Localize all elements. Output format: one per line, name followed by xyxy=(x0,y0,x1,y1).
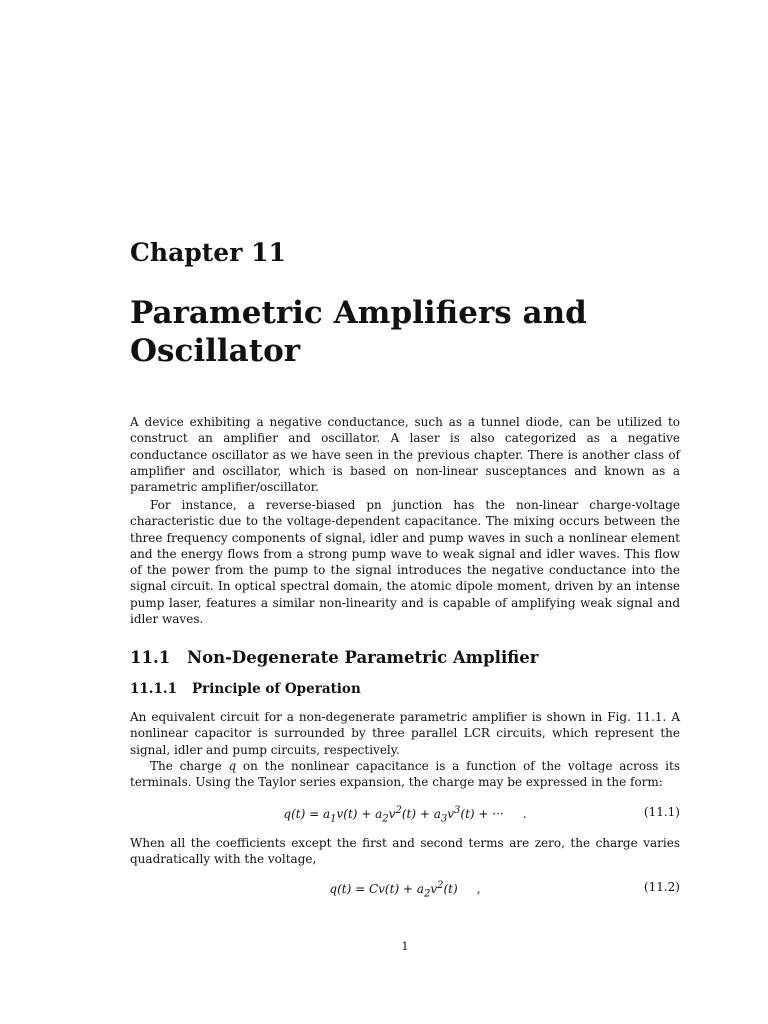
body-paragraph-5: When all the coefficients except the first and second terms are zero, the charge varies quadratically with the voltage, xyxy=(130,836,680,867)
intro-paragraph-1: A device exhibiting a negative conductance, such as a tunnel diode, can be utilized to construct an amplifier and oscillator. A laser is also categorized as a negative conductance oscillator as we have seen in the previous chapter. There is another class of amplifier and oscillator, which is based on non-linear susceptances and known as a parametric amplifier/oscillator. xyxy=(130,415,680,495)
page-number: 1 xyxy=(401,940,409,953)
subsection-heading xyxy=(130,681,361,697)
document-page xyxy=(130,0,680,1024)
section-heading xyxy=(130,648,538,667)
equation-11-1 xyxy=(130,805,680,823)
section-number: 11.1 xyxy=(130,648,171,667)
section-title: Non-Degenerate Parametric Amplifier xyxy=(187,648,539,667)
equation-11-2 xyxy=(130,880,680,898)
subsection-number: 11.1.1 xyxy=(130,681,177,697)
chapter-label: Chapter 11 xyxy=(130,238,286,267)
charge-symbol: q xyxy=(228,759,237,773)
paragraph-4-lead: The charge xyxy=(150,759,229,773)
equation-11-2-number: (11.2) xyxy=(643,880,680,894)
chapter-title: Parametric Amplifiers and Oscillator xyxy=(130,295,587,369)
equation-11-2-formula: $q(t) = Cv(t) + a_2v^2(t)$ , xyxy=(329,880,481,900)
equation-11-1-formula: $q(t) = a_1v(t) + a_2v^2(t) + a_3v^3(t)$ + ··· . xyxy=(283,805,527,825)
intro-paragraph-2: For instance, a reverse-biased pn junction has the non-linear charge-voltage characteristic due to the voltage-dependent capacitance. The mixing occurs between the three frequency components of signal, idler and pump waves in such a nonlinear element and the energy flows from a strong pump wave to weak signal and idler waves. This flow of the power from the pump to the signal introduces the negative conductance into the signal circuit. In optical spectral domain, the atomic dipole moment, driven by an intense pump laser, features a similar non-linearity and is capable of amplifying weak signal and idler waves. xyxy=(130,498,680,627)
body-paragraph-4 xyxy=(130,758,680,791)
subsection-title: Principle of Operation xyxy=(192,681,361,697)
body-paragraph-3: An equivalent circuit for a non-degenerate parametric amplifier is shown in Fig. 11.1. A nonlinear capacitor is surrounded by three parallel LCR circuits, which represent the signal, idler and pump circuits, respectively. xyxy=(130,710,680,757)
equation-11-1-number: (11.1) xyxy=(643,805,680,819)
paragraph-4-rest: on the nonlinear capacitance is a function of the voltage across its terminals. Using the Taylor series expansion, the charge may be expressed in the form: xyxy=(130,759,681,790)
